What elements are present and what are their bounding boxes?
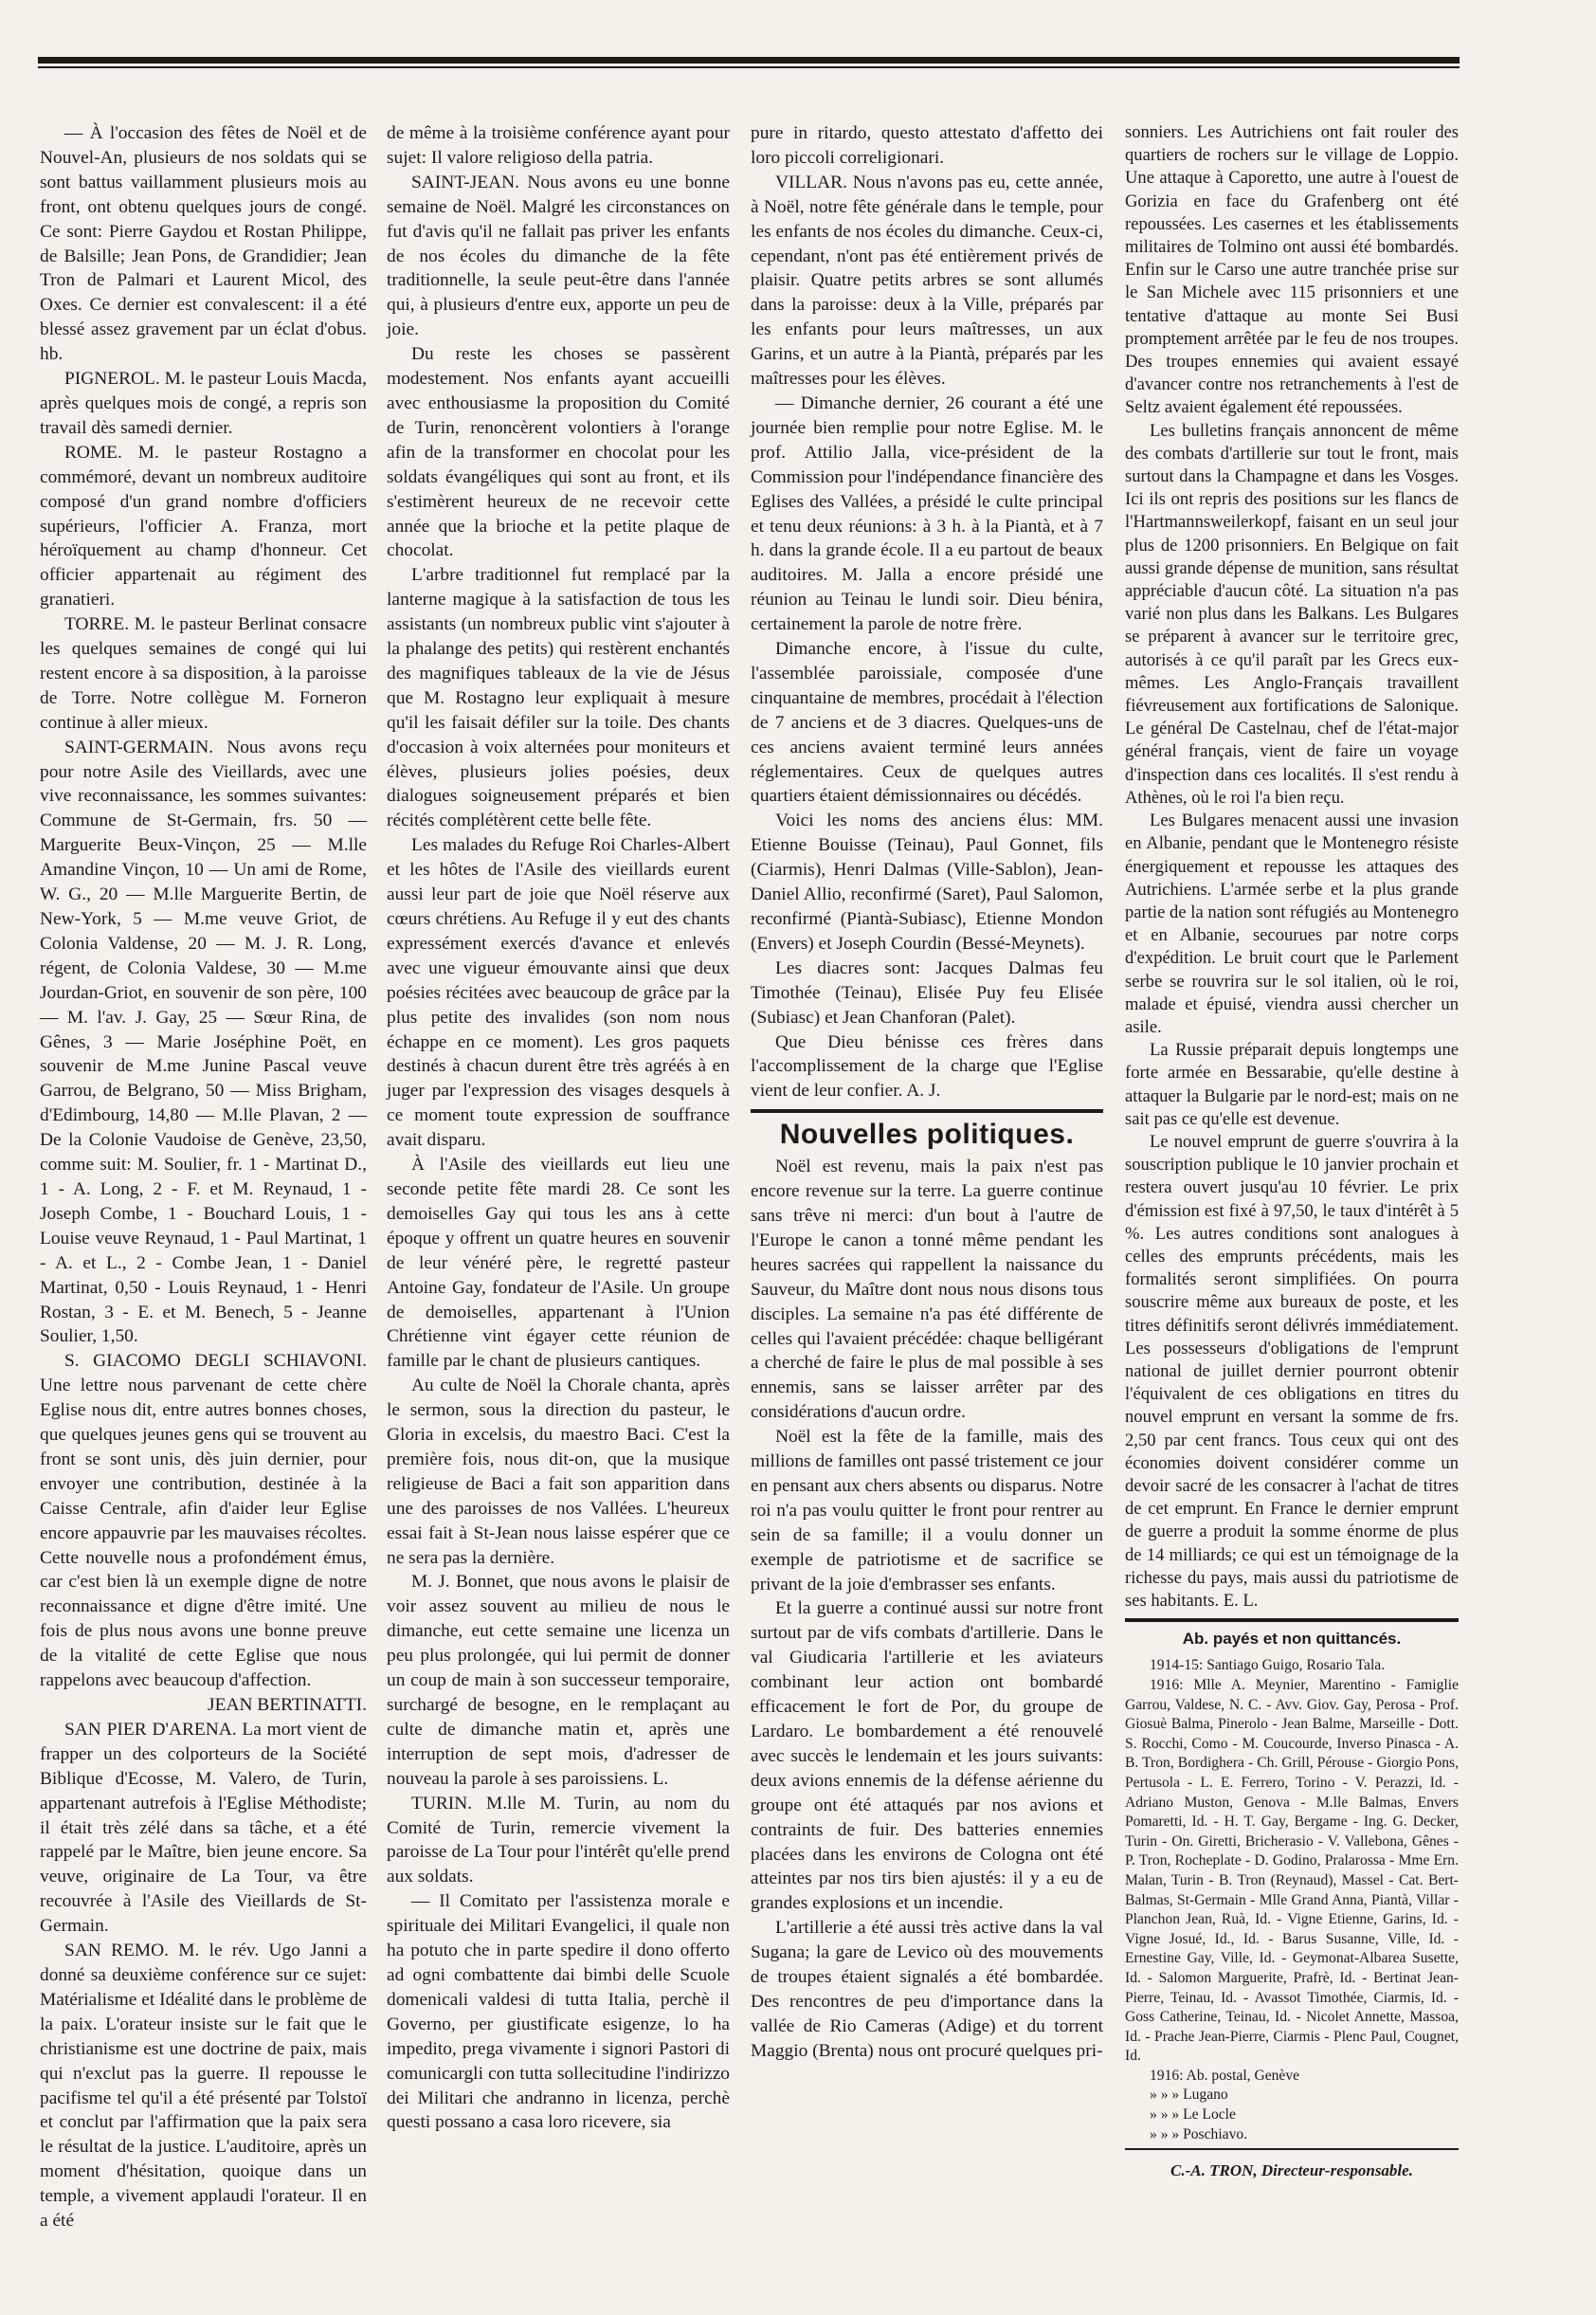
article-saint-jean-4: Les malades du Refuge Roi Charles-Albert et les hôtes de l'Asile des vieillards eurent aussi leur part de joie que Noël réserve aux cœurs chrétiens. Au Refuge il y eut des chants expressément exercés d'avance et enlevés avec une vigueur émouvante ainsi que deux poésies récitées avec beaucoup de grâce par la plus petite des invalides (son nom nous échappe en ce moment). Les gros paquets destinés à chacun durent être très agréés à en juger par l'expression des visages desquels à ce moment toute expression de souffrance avait disparu. — [387, 835, 730, 1151]
article-saint-germain: SAINT-GERMAIN. Nous avons reçu pour notre Asile des Vieillards, avec une vive reconnaissance, les sommes suivantes: Commune de St-Germain, frs. 50 — Marguerite Beux-Vinçon, 25 — M.lle Amandine Vinçon, 10 — Un ami de Rome, W. G., 20 — M.lle Marguerite Bertin, de New-York, 5 — M.me veuve Griot, de Colonia Valdense, 20 — M. J. R. Long, régent, de Colonia Valdese, 30 — M.me Jourdan-Griot, en souvenir de son père, 100 — M. l'av. J. Gay, 25 — Sœur Rina, de Gênes, 3 — Marie Joséphine Poët, en souvenir de M.me Junine Pascal veuve Garrou, de Belgrano, 50 — Miss Brigham, d'Edimbourg, 14,80 — M.lle Plavan, 2 — De la Colonie Vaudoise de Genève, 23,50, comme suit: M. Soulier, fr. 1 - Martinat D., 1 - A. Long, 2 - F. et M. Reynaud, 1 - Joseph Combe, 1 - Bouchard Louis, 1 - Louise veuve Reynaud, 1 - Paul Martinat, 1 - A. et L., 2 - Combe Jean, 1 - Daniel Martinat, 0,50 - Louis Reynaud, 1 - Henri Rostan, 3 - E. et M. Benech, 5 - Jeanne Soulier, 1,50. — [40, 737, 367, 1347]
abonnement-line: 1916: Ab. postal, Genève — [1150, 2067, 1300, 2084]
article-saint-jean-6: Au culte de Noël la Chorale chanta, après le sermon, sous la direction du pasteur, le Gloria in excelsis, du maestro Baci. C'est la première fois, nous dit-on, que la musique religieuse de Baci a fait son apparition dans une des paroisses de nos Vallées. L'heureux essai fait à St-Jean nous laisse espérer que ce ne sera pas la dernière. — [387, 1376, 730, 1568]
article-villar-4: Voici les noms des anciens élus: MM. Etienne Bouisse (Teinau), Paul Gonnet, fils (Ciarmis), Henri Dalmas (Ville-Sablon), Jean-Daniel Allio, reconfirmé (Saret), Paul Salomon, reconfirmé (Piantà-Subiasc), Etienne Mondon (Envers) et Joseph Courdin (Bessé-Meynets). — [751, 811, 1103, 954]
article-villar-2: — Dimanche dernier, 26 courant a été une journée bien remplie pour notre Eglise. M. le prof. Attilio Jalla, vice-président de la Commission pour l'indépendance financière des Eglises des Vallées, a présidé le culte principal et tenu deux réunions: à 3 h. à la Piantà, et à 7 h. dans la grande école. Il a eu partout de beaux auditoires. M. Jalla a encore présidé une réunion au Teinau le lundi soir. Dieu bénira, certainement la parole de notre frère. — [751, 392, 1103, 635]
abonnement-line: 1916: Mlle A. Meynier, Marentino - Famiglie Garrou, Valdese, N. C. - Avv. Giov. Gay, Perosa - Prof. Giosuè Balma, Pinerolo - Jean Balme, Marseille - Dott. S. Rocchi, Como - M. Coucourde, Inverso Pinasca - A. B. Tron, Bordighera - Ch. Grill, Pérouse - Giorgio Pons, Pertusola - L. E. Ferrero, Torino - V. Perazzi, Id. - Adriano Muston, Genova - M.lle Balmas, Envers Pomaretti, Id. - H. T. Gay, Bergame - Ing. G. Decker, Turin - On. Giretti, Bricherasio - V. Vallebona, Gênes - P. Tron, Rocheplate - D. Godino, Pralarossa - Mme Ern. Malan, Turin - B. Tron (Reynaud), Massel - Cat. Bert-Balmas, St-Germain - Mlle Grand Anna, Piantà, Villar - Planchon Jean, Ruà, Id. - Vigne Etienne, Garins, Id. - Vigne Josué, Id., Id. - Barus Susanne, Ville, Id. - Ernestine Gay, Ville, Id. - Geymonat-Albarea Susette, Id. - Salomon Marguerite, Prafrè, Id. - Bertinat Jean-Pierre, Teinau, Id. - Avassot Timothée, Ciarmis, Id. - Goss Catherine, Teinau, Id. - Nicolet Annette, Massoa, Id. - Prache Jean-Pierre, Ciarmis - Plenc Paul, Cougnet, Id. — [1125, 1677, 1459, 2065]
article-politique-5: sonniers. Les Autrichiens ont fait rouler des quartiers de rochers sur le village de Loppio. Une attaque à Caporetto, une autre à l'ouest de Gorizia en face du Grafenberg ont été repoussées. Les casernes et les établissements militaires de Tolmino ont aussi été bombardés. Enfin sur le Carso une autre tranchée prise sur le San Michele avec 115 prisonniers et une tentative d'attaque au monte Sei Busi promptement arrêtée par le feu de nos troupes. Des troupes ennemies qui avaient essayé d'avancer contre nos retranchements à l'est de Seltz avaient également été repoussées. — [1125, 122, 1459, 418]
article-politique-9: Le nouvel emprunt de guerre s'ouvrira à la souscription publique le 10 janvier prochain et restera ouvert jusqu'au 10 février. Le prix d'émission est fixé à 97,50, le taux d'intérêt à 5 %. Les autres conditions sont analogues à celles des emprunts précédents, mais les formalités seront simplifiées. On pourra souscrire même aux bureaux de poste, et les titres définitifs seront délivrés immédiatement. Les possesseurs d'obligations de l'emprunt national de juillet dernier pourront obtenir l'équivalent de ces obligations en titres du nouvel emprunt en versant la somme de frs. 2,50 par cent francs. Tous ceux qui ont des économies doivent considérer comme un devoir sacré de les consacrer à l'achat de titres de cet emprunt. En France le dernier emprunt de guerre a produit la somme énorme de plus de 14 milliards; ce qui est un témoignage de la richesse du pays, mais aussi du patriotisme de ses habitants. E. L. — [1125, 1131, 1459, 1611]
article-soldiers-leave: — À l'occasion des fêtes de Noël et de Nouvel-An, plusieurs de nos soldats qui se sont battus vaillamment plusieurs mois au front, ont obtenu quelques jours de congé. Ce sont: Pierre Gaydou et Rostan Philippe, de Balsille; Jean Pons, de Grandidier; Jean Tron de Palmari et Laurent Micol, des Oxes. Ce dernier est convalescent: il a été blessé assez gravement par un éclat d'obus. hb. — [40, 123, 367, 365]
abonnement-line: » » » Lugano — [1150, 2087, 1228, 2104]
article-continuation-2: pure in ritardo, questo attestato d'affetto dei loro piccoli correligionari. — [751, 123, 1103, 168]
abonnements-title: Ab. payés et non quittancés. — [1182, 1630, 1402, 1649]
article-saint-jean-7: M. J. Bonnet, que nous avons le plaisir de voir assez souvent au milieu de nous le dimanche, eut cette semaine une licenza un peu plus prolongée, qui lui permit de donner un coup de main à son successeur temporaire, surchargé de besogne, en le remplaçant au culte de dimanche matin et, après une interruption de sept mois, d'adresser de nouveau la parole à ses paroissiens. L. — [387, 1572, 730, 1789]
column-1 — [40, 121, 367, 2233]
article-politique-6: Les bulletins français annoncent de même des combats d'artillerie sur tout le front, mais surtout dans la Champagne et dans les Vosges. Ici ils ont repris des positions sur les flancs de l'Hartmannsweilerkopf, faisant en un seul jour plus de 1200 prisonniers. En Belgique on fait aussi grande dépense de munition, sans résultat appréciable d'aucun côté. La situation n'a pas varié non plus dans les Balkans. Les Bulgares se préparent à avancer sur le territoire grec, autorisés à ce qu'il paraît par les Grecs eux-mêmes. Les Anglo-Français travaillent fiévreusement aux fortifications de Salonique. Le général De Castelnau, chef de l'état-major général français, vient de faire un voyage d'inspection dans ces localités. Il s'est rendu à Athènes, où le roi l'a bien reçu. — [1125, 420, 1459, 808]
article-saint-jean-3: L'arbre traditionnel fut remplacé par la lanterne magique à la satisfaction de tous les assistants (un nombreux public vint s'ajouter à la phalange des petits) qui restèrent enchantés des magnifiques tableaux de la vie de Jésus que M. Rostagno leur expliquait à mesure qu'il les faisait défiler sur la toile. Des chants d'occasion à voix alternées pour moniteurs et élèves, plusieurs jolies poésies, deux dialogues soigneusement préparés et bien récités complétèrent cette belle fête. — [387, 565, 730, 831]
headline-nouvelles-politiques: Nouvelles politiques. — [779, 1119, 1075, 1151]
article-villar-3: Dimanche encore, à l'issue du culte, l'assemblée paroissiale, composée d'une cinquantaine de membres, procédait à l'élection de 7 anciens et de 3 diacres. Quelques-uns de ces anciens avaient terminé leurs années réglementaires. Ceux de quelques autres quartiers étaient démissionnaires ou décédés. — [751, 639, 1103, 807]
article-saint-jean-5: À l'Asile des vieillards eut lieu une seconde petite fête mardi 28. Ce sont les demoiselles Gay qui tous les ans à cette époque y offrent un quatre heures en souvenir de leur vénéré père, le regretté pasteur Antoine Gay, fondateur de l'Asile. Un groupe de demoiselles, appartenant à l'Union Chrétienne vint égayer cette réunion de famille par le chant de plusieurs cantiques. — [387, 1155, 730, 1372]
article-san-remo: SAN REMO. M. le rév. Ugo Janni a donné sa deuxième conférence sur ce sujet: Matérialisme et Idéalité dans le problème de la paix. L'orateur insiste sur le fait que le christianisme est une doctrine de paix, mais qui n'exclut pas la guerre. Il repousse le pacifisme tel qu'il a été présenté par Tolstoï et conclut par l'affirmation que la paix sera le résultat de la justice. L'auditoire, après un moment d'hésitation, quoique dans un temple, a vivement applaudi l'orateur. Il en a été — [40, 1941, 367, 2232]
footer-director: C.-A. TRON, Directeur-responsable. — [1170, 2161, 1413, 2180]
article-saint-jean-2: Du reste les choses se passèrent modestement. Nos enfants ayant accueilli avec enthousiasme la proposition du Comité de Turin, renoncèrent volontiers à l'orange afin de la transformer en chocolat pour les soldats évangéliques qui sont au front, et ils s'estimèrent heureux de ne recevoir cette année que la brioche et la petite plaque de chocolat. — [387, 344, 730, 561]
article-turin: TURIN. M.lle M. Turin, au nom du Comité de Turin, remercie vivement la paroisse de La Tour pour l'intérêt qu'elle prend aux soldats. — [387, 1793, 730, 1887]
column-4 — [1125, 121, 1459, 2182]
article-torre: TORRE. M. le pasteur Berlinat consacre les quelques semaines de congé qui lui restent encore à sa disposition, à la paroisse de Torre. Notre collègue M. Forneron continue à aller mieux. — [40, 614, 367, 733]
abonnements-list — [1125, 1656, 1459, 2144]
article-saint-jean: SAINT-JEAN. Nous avons eu une bonne semaine de Noël. Malgré les circonstances on fut d'avis qu'il ne fallait pas priver les enfants de nos écoles du dimanche de la fête traditionnelle, la seule peut-être dans l'année qui, à plusieurs d'entre eux, apporte un peu de joie. — [387, 172, 730, 340]
abonnement-line: » » » Le Locle — [1150, 2106, 1236, 2124]
article-villar-5: Les diacres sont: Jacques Dalmas feu Timothée (Teinau), Elisée Puy feu Elisée (Subiasc) et Jean Chanforan (Palet). — [751, 957, 1103, 1028]
section-rule-2 — [1125, 1618, 1459, 1622]
section-rule — [751, 1109, 1103, 1113]
article-politique-8: La Russie préparait depuis longtemps une forte armée en Bessarabie, qu'elle destine à attaquer la Bulgarie par le nord-est; mais on ne sait pas ce qu'elle est devenue. — [1125, 1040, 1459, 1129]
article-pignerol: PIGNEROL. M. le pasteur Louis Macda, après quelques mois de congé, a repris son travail dès samedi dernier. — [40, 369, 367, 438]
article-rome: ROME. M. le pasteur Rostagno a commémoré, devant un nombreux auditoire composé d'un grand nombre d'officiers supérieurs, l'officier A. Franza, mort héroïquement au champ d'honneur. Cet officier appartenait au régiment des granatieri. — [40, 442, 367, 611]
article-politique-3: Et la guerre a continué aussi sur notre front surtout par de vifs combats d'artillerie. Dans le val Giudicaria l'artillerie et les aviateurs combinant leur action ont bombardé efficacement le fort de Por, du groupe de Lardaro. Le bombardement a été renouvelé avec succès le lendemain et les jours suivants: deux avions ennemis de la défense aérienne du groupe ont été attaqués par nos avions et contraints de fuir. Des batteries ennemies placées dans les environs de Cologna ont été atteintes par nos tirs bien ajustés: il y a eu de grandes explosions et un incendie. — [751, 1598, 1103, 1914]
top-rule-thin — [38, 66, 1460, 68]
column-3 — [751, 121, 1103, 2064]
column-2 — [387, 121, 730, 2135]
article-villar-6: Que Dieu bénisse ces frères dans l'accomplissement de la charge que l'Eglise vient de leur confier. A. J. — [751, 1031, 1103, 1102]
article-politique-1: Noël est revenu, mais la paix n'est pas encore revenue sur la terre. La guerre continue sans trêve ni merci: d'un bout à l'autre de l'Europe le canon a tonné même pendant les heures sacrées qui rappellent la naissance du Sauveur, du Maître dont nous nous disons tous disciples. La semaine n'a pas été différente de celles qui l'avaient précédée: chaque belligérant a cherché de faire le plus de mal possible à ses ennemis, sans se laisser arrêter par des considérations d'aucun ordre. — [751, 1157, 1103, 1423]
top-rule — [38, 57, 1460, 64]
article-politique-4: L'artillerie a été aussi très active dans la val Sugana; la gare de Levico où des mouvements de troupes étaient signalés a été bombardée. Des rencontres de peu d'importance dans la vallée de Rio Cameras (Adige) et du torrent Maggio (Brenta) nous ont procuré quelques pri- — [751, 1918, 1103, 2061]
abonnement-line: 1914-15: Santiago Guigo, Rosario Tala. — [1150, 1657, 1386, 1674]
article-continuation: de même à la troisième conférence ayant pour sujet: Il valore religioso della patria. — [387, 123, 730, 168]
article-politique-2: Noël est la fête de la famille, mais des millions de familles ont passé tristement ce jour en pensant aux chers absents ou disparus. Notre roi n'a pas voulu quitter le front pour rentrer au sein de sa famille; il a voulu donner un exemple de patriotisme et de sacrifice se privant de la joie d'embrasser ses enfants. — [751, 1427, 1103, 1595]
footer-rule — [1125, 2148, 1459, 2150]
article-comitato: — Il Comitato per l'assistenza morale e spirituale dei Militari Evangelici, il quale non ha potuto che in parte spedire il dono offerto ad ogni combattente dai bimbi delle Scuole domenicali valdesi di tutta Italia, perchè il Governo, per giustificate esigenze, lo ha impedito, prega vivamente i signori Pastori di comunicargli con tutta sollecitudine l'indirizzo dei Militari che andranno in licenza, perchè questi possano a casa loro ricevere, sia — [387, 1891, 730, 2133]
abonnement-line: » » » Poschiavo. — [1150, 2125, 1248, 2142]
article-san-pier-darena: SAN PIER D'ARENA. La mort vient de frapper un des colporteurs de la Société Biblique d'Ecosse, M. Valero, de Turin, appartenant autrefois à l'Eglise Méthodiste; il était très zélé dans sa tâche, et a été rappelé par le Maître, bien jeune encore. Sa veuve, originaire de La Tour, va être recouvrée à l'Asile des Vieillards de St-Germain. — [40, 1719, 367, 1937]
signature-bertinatti: JEAN BERTINATTI. — [208, 1695, 367, 1715]
article-villar: VILLAR. Nous n'avons pas eu, cette année, à Noël, notre fête générale dans le temple, pour les enfants de nos écoles du dimanche. Ceux-ci, cependant, n'ont pas été entièrement privés de plaisir. Quatre petits arbres se sont allumés dans la paroisse: deux à la Ville, préparés par les enfants pour leurs maîtresses, un aux Garins, et un autre à la Piantà, préparés par les maîtresses pour les élèves. — [751, 172, 1103, 390]
article-s-giacomo: S. GIACOMO DEGLI SCHIAVONI. Une lettre nous parvenant de cette chère Eglise nous dit, entre autres bonnes choses, que quelques jeunes gens qui se trouvent au front se sont unis, dès juin dernier, pour envoyer une contribution, destinée à la Caisse Centrale, afin d'aider leur Eglise encore appauvrie par les mauvaises récoltes. Cette nouvelle nous a profondément émus, car c'est bien là un exemple digne de notre reconnaissance et digne d'être imité. Une fois de plus nous avons une bonne preuve de la vitalité de cette Eglise que nous rappelons avec beaucoup d'affection. — [40, 1351, 367, 1691]
article-politique-7: Les Bulgares menacent aussi une invasion en Albanie, pendant que le Montenegro résiste énergiquement et repousse les attaques des Autrichiens. L'armée serbe et la plus grande partie de la nation sont réfugiés au Montenegro et en Albanie, secourues par notre corps d'expédition. Le bruit court que le Parlement serbe se rouvrira sur le sol italien, où le roi, malade et épuisé, viendra aussi chercher un asile. — [1125, 811, 1459, 1037]
